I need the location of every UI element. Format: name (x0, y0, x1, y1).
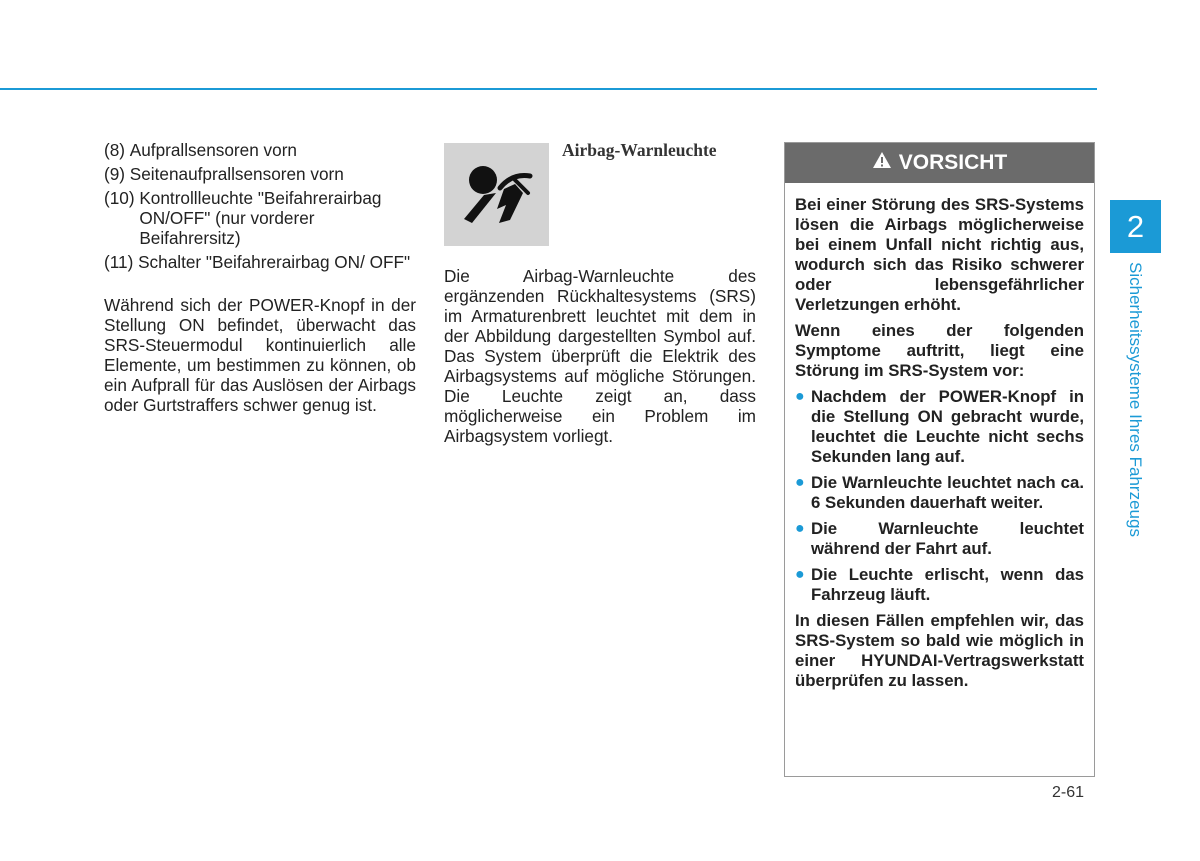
symptom-text: Nachdem der POWER-Knopf in die Stellung ON gebracht wurde, leuchtet die Leuchte nicht sechs Sekunden lang auf. (811, 387, 1084, 466)
bullet-icon: ● (795, 474, 805, 491)
list-item-text: Kontrollleuchte "Beifahrerairbag ON/OFF" (nur vorderer Beifahrersitz) (139, 188, 382, 248)
page-number: 2-61 (1052, 784, 1085, 801)
symptom-text: Die Warnleuchte leuchtet während der Fahrt auf. (811, 519, 1084, 558)
list-item (104, 140, 416, 160)
caution-intro: Bei einer Störung des SRS-Systems lösen die Airbags möglicherweise bei einem Unfall nicht richtig aus, wodurch sich das Risiko schwerer oder lebensgefährlicher Verletzungen erhöht. (795, 195, 1084, 314)
list-item (104, 188, 416, 248)
list-item (795, 473, 1084, 513)
list-item (104, 164, 416, 184)
caution-title: VORSICHT (898, 151, 1008, 174)
caution-header (785, 143, 1094, 183)
list-item (795, 565, 1084, 605)
list-item-number: (11) (104, 252, 139, 272)
list-item-text: Seitenaufprallsensoren vorn (129, 164, 344, 184)
warning-light-paragraph: Die Airbag-Warnleuchte des ergänzenden Rückhaltesystems (SRS) im Armaturenbrett leuchtet mit dem in der Abbildung dargestellten Symbol auf. Das System überprüft die Elektrik des Airbagsystems auf mögliche Störungen. Die Leuchte zeigt an, dass möglicherweise ein Problem im Airbagsystem vorliegt. (444, 266, 756, 446)
chapter-number-tab: 2 (1110, 200, 1161, 253)
header-rule (0, 88, 1097, 90)
caution-closing: In diesen Fällen empfehlen wir, das SRS-System so bald wie möglich in einer HYUNDAI-Vertragswerkstatt überprüfen zu lassen. (795, 611, 1084, 690)
list-item-text: Schalter "Beifahrerairbag ON/ OFF" (138, 252, 411, 272)
warning-triangle-icon (872, 151, 892, 175)
list-item (104, 252, 416, 272)
symptom-list (795, 387, 1084, 605)
symptom-text: Die Leuchte erlischt, wenn das Fahrzeug läuft. (811, 565, 1084, 604)
list-item (795, 519, 1084, 559)
list-item-number: (10) (104, 188, 140, 208)
symptom-text: Die Warnleuchte leuchtet nach ca. 6 Sekunden dauerhaft weiter. (811, 473, 1084, 512)
bullet-icon: ● (795, 388, 805, 405)
bullet-icon: ● (795, 520, 805, 537)
caution-lead: Wenn eines der folgenden Symptome auftritt, liegt eine Störung im SRS-System vor: (795, 321, 1084, 380)
caution-body (785, 183, 1094, 691)
component-list (104, 140, 416, 272)
caution-box (784, 142, 1095, 777)
bullet-icon: ● (795, 566, 805, 583)
left-column (104, 140, 416, 415)
list-item-number: (9) (104, 164, 130, 184)
list-item-text: Aufprallsensoren vorn (129, 140, 297, 160)
section-heading: Airbag-Warnleuchte (562, 140, 717, 160)
airbag-warning-icon (444, 143, 549, 246)
chapter-title: Sicherheitssysteme Ihres Fahrzeugs (1126, 262, 1145, 537)
srs-monitoring-paragraph: Während sich der POWER-Knopf in der Stellung ON befindet, überwacht das SRS-Steuermodul kontinuierlich alle Elemente, um bestimmen zu können, ob ein Aufprall für das Auslösen der Airbags oder Gurtstraffers schwer genug ist. (104, 295, 416, 415)
list-item-number: (8) (104, 140, 130, 160)
list-item (795, 387, 1084, 467)
